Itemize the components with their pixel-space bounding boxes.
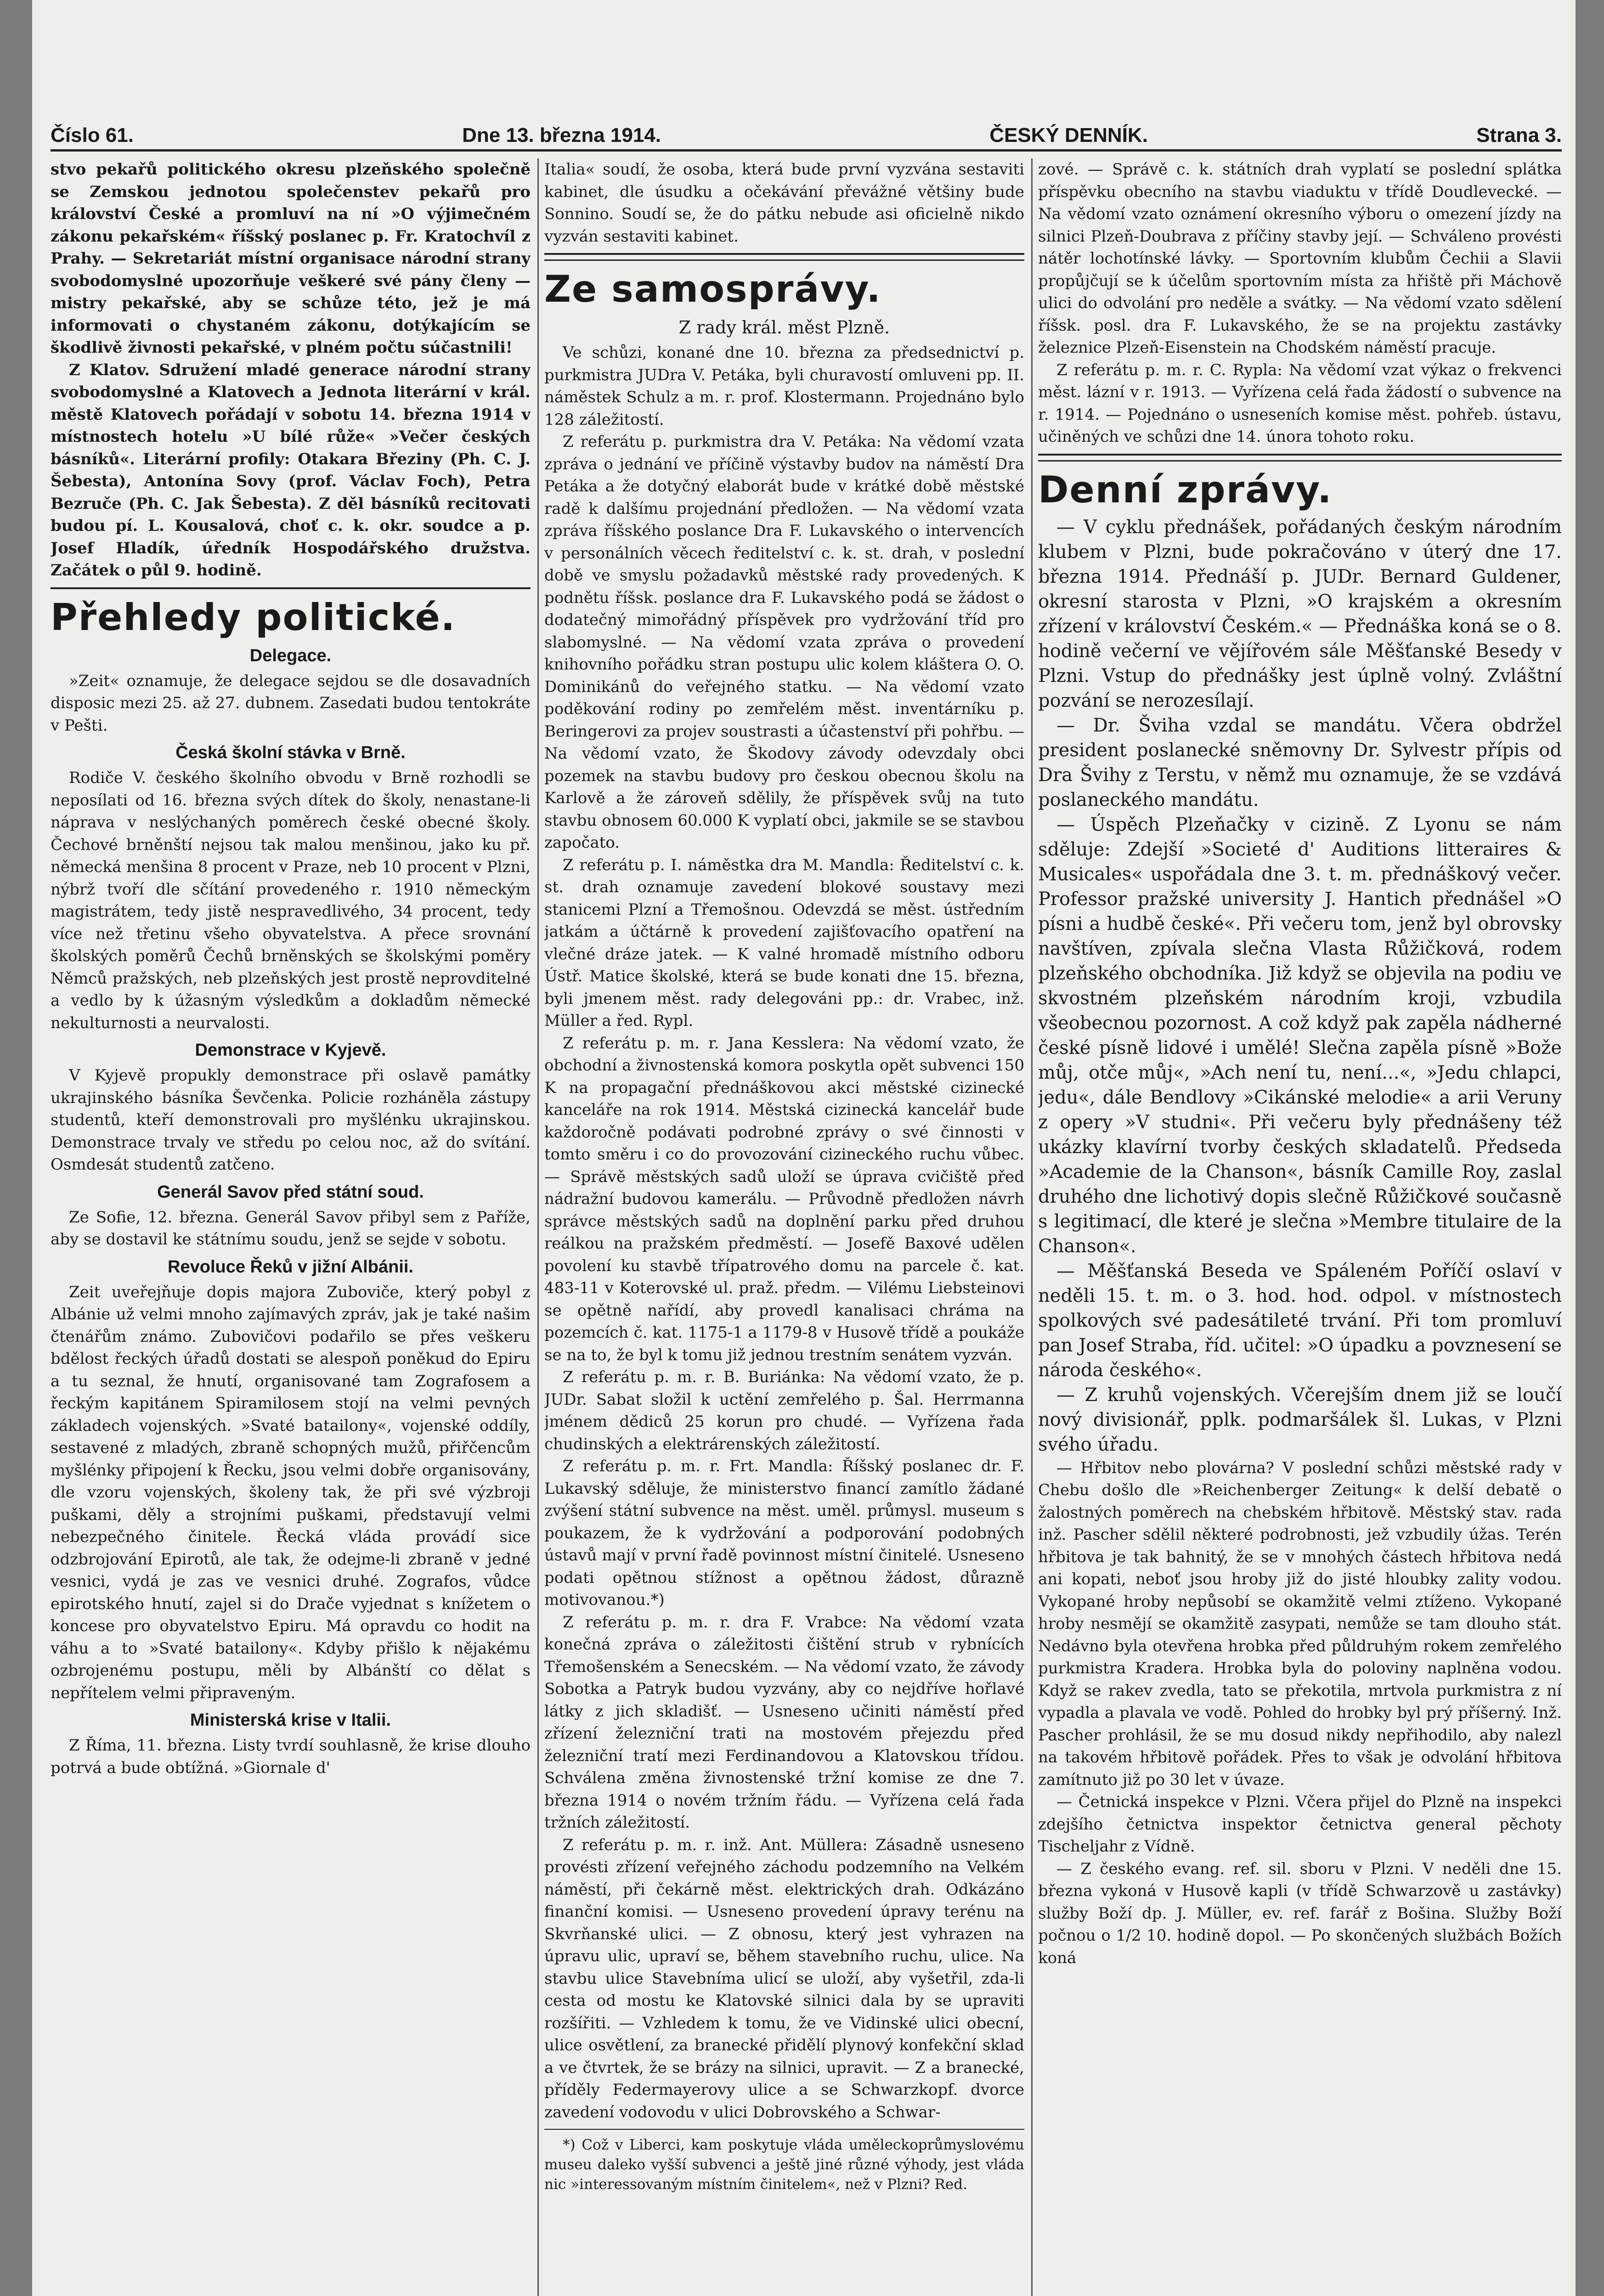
section-heading: Přehledy politické. [51, 596, 456, 639]
newspaper-page [32, 0, 1576, 2296]
article-paragraph: — Měšťanská Beseda ve Spáleném Poříčí oslaví v neděli 15. t. m. o 3. hod. hod. odpol. v místnostech spolkových své padesátileté trvání. Při tom promluví pan Josef Straba, říd. učitel: »O úpadku a povznesení se národa českého«. [1038, 1260, 1562, 1381]
article-paragraph: — V cyklu přednášek, pořádaných českým národním klubem v Plzni, bude pokračováno v úterý dne 17. března 1914. Přednáší p. JUDr. Bernard Guldener, okresní starosta v Plzni, »O krajském a okresním zřízení v království Českém.« — Přednáška koná se o 8. hodině večerní ve vějířovém sále Měšťanské Besedy v Plzni. Vstup do přednášky jest úplně volný. Zvláštní pozvání se nerozesílají. [1038, 516, 1562, 711]
article-text: Z Říma, 11. března. Listy tvrdí souhlasně, že krise dlouho potrvá a bude obtížná. »Giornale d' [51, 1736, 531, 1777]
column-1 [51, 158, 531, 2296]
article-title: Generál Savov před státní soud. [157, 1182, 424, 1202]
article-title: Z rady král. měst Plzně. [678, 317, 890, 338]
divider [1038, 454, 1562, 461]
article-text: Rodiče V. českého školního obvodu v Brně rozhodli se neposílati od 16. března svých dítek do školy, nenastane-li náprava v neslýchaných poměrech české obecné školy. Čechové brněnští nejsou tak malou menšinou, jako ku př. německá menšina 8 procent v Praze, neb 10 procent v Plzni, nýbrž tvoří dle sčítání provedeného r. 1910 německým magistrátem, tedy jistě nespravedlivého, 34 procent, tedy více než třetinu všeho obyvatelstva. A přece srovnání školských poměrů Čechů brněnských se školskými poměry Němců pražských, neb plzeňských jest prostě neprovditelné a vedlo by k úžasným výsledkům a dokladům německé nekulturnosti a neurvalosti. [51, 769, 531, 1032]
article-title: Revoluce Řeků v jižní Albánii. [168, 1257, 413, 1277]
section-heading: Denní zprávy. [1038, 468, 1333, 511]
article-paragraph: — Úspěch Plzeňačky v cizině. Z Lyonu se nám sděluje: Zdejší »Societé d' Auditions litteraires & Musicales« uspořádala dne 3. t. m. přednáškový večer. Professor pražské university J. Hantich přednášel »O písni a hudbě české«. Při večeru tom, jenž byl obrovsky navštíven, zpívala slečna Vlasta Růžičková, rodem plzeňského obchodníka. Již když se objevila na podiu ve skvostném plzeňském národním kroji, vzbudila všeobecnou pozornost. A což když pak zapěla nádherné české písně lidové i umělé! Slečna zapěla písně »Bože můj, otče můj«, »Ach není tu, není...«, »Jedu chlapci, jedu«, dále Bendlovy »Cikánské melodie« a arii Veruny z opery »V studni«. Při večeru byly přednášeny též ukázky klavírní tvorby českých skladatelů. Předseda »Academie de la Chanson«, básník Camille Roy, zaslal druhého dne lichotivý dopis slečně Růžičkové současně s legitimací, dle které je slečna »Membre titulaire de la Chanson«. [1038, 814, 1562, 1257]
page-header [51, 122, 1562, 152]
article-paragraph: Z referátu p. m. r. B. Buriánka: Na vědomí vzato, že p. JUDr. Sabat složil k uctění zemřelého p. Šal. Herrmanna jménem dědiců 25 korun pro chudé. — Vyřízena řada chudinských a elektrárenských záležitostí. [544, 1368, 1024, 1453]
article-paragraph: — Dr. Šviha vzdal se mandátu. Včera obdržel president poslanecké sněmovny Dr. Sylvestr přípis od Dra Švihy z Terstu, v němž mu oznamuje, že se vzdává poslaneckého mandátu. [1038, 715, 1562, 810]
article-paragraph: Z referátu p. I. náměstka dra M. Mandla: Ředitelství c. k. st. drah oznamuje zavedení blokové soustavy mezi stanicemi Plzní a Třemošnou. Odevzdá se měst. ústředním jatkám a účtárně k provedení zajišťovacího opatření na vlečné dráze jatek. — K valné hromadě místního odboru Ústř. Matice školské, která se bude konati dne 15. března, byli jmenem měst. rady delegováni pp.: dr. Vrabec, inž. Müller a řed. Rypl. [544, 855, 1024, 1030]
article-text: Zeit uveřejňuje dopis majora Zuboviče, který pobyl z Albánie už velmi mnoho zajímavých zpráv, jak je také našim čtenářům známo. Zubovičovi podařilo se přes veškeru bdělost řeckých úřadů dostati se alespoň poněkud do Epiru a tu seznal, že hnutí, organisované tam Zografosem a řeckým kapitánem Spiramilosem stojí na velmi pevných základech vojenských. »Svaté batailony«, vojenské oddíly, sestavené z mladých, zbraně schopných mužů, přiřčencům myšlénky připojení k Řecku, jsou velmi dobře organisovány, dle vzoru vojenských, školeny tak, že při své výzbroji puškami, děly a strojními puškami, představují velmi nebezpečného činitele. Řecká vláda provádí sice odzbrojování Epirotů, ale tak, že odejme-li zbraně v jedné vesnici, vydá je zas ve vesnici druhé. Zografos, vůdce epirotského hnutí, zajel si do Drače vyjednat s knížetem o koncese pro obyvatelstvo Epiru. Má opravdu co hodit na váhu a to »Svaté batailony«. Kdyby přišlo k nějakému ozbrojenému postupu, měli by Albánští co dělat s nepřítelem velmi připraveným. [51, 1283, 531, 1702]
article-title: Delegace. [249, 646, 332, 665]
article-paragraph: Z referátu p. m. r. C. Rypla: Na vědomí vzat výkaz o frekvenci měst. lázní v r. 1913. — Vyřízena celá řada žádostí o subvence na r. 1914. — Pojednáno o usneseních komise měst. pohřeb. ústavu, učiněných ve schůzi dne 14. února tohoto roku. [1038, 360, 1562, 446]
article-paragraph: Italia« soudí, že osoba, která bude první vyzvána sestaviti kabinet, dle úsudku a očekávání převážné většiny bude Sonnino. Soudí se, že do pátku nebude asi oficielně nikdo vyzván sestaviti kabinet. [544, 160, 1024, 246]
article-title: Česká školní stávka v Brně. [175, 743, 406, 762]
article-paragraph: Ve schůzi, konané dne 10. března za předsednictví p. purkmistra JUDra V. Petáka, byli churavostí omluveni pp. II. náměstek Schulz a m. r. prof. Klostermann. Projednáno bylo 128 záležitostí. [544, 343, 1024, 429]
article-paragraph: Z referátu p. m. r. dra F. Vrabce: Na vědomí vzata konečná zpráva o záležitosti čištění strub v rybnících Třemošenském a Senecském. — Na vědomí vzato, že závody Sobotka a Patryk budou vyzvány, aby co nejdříve hořlavé látky z jich skladišť. — Usneseno učiniti náměstí před zřízení železniční trati na mostovém přejezdu před železniční tratí mezi Ferdinandovou a Klatovskou třídou. Schválena změna živnostenské tržní komise ze dne 7. března 1914 o novém tržním řádu. — Vyřízena celá řada tržních záležitostí. [544, 1613, 1024, 1832]
article-title: Ministerská krise v Italii. [190, 1711, 391, 1730]
article-paragraph: Z Klatov. Sdružení mladé generace národní strany svobodomyslné a Klatovech a Jednota literární v král. městě Klatovech pořádají v sobotu 14. března 1914 v místnostech hotelu »U bílé růže« »Večer českých básníků«. Literární profily: Otakara Březiny (Ph. C. J. Šebesta), Antonína Sovy (prof. Václav Foch), Petra Bezruče (Ph. C. Jak Šebesta). Z děl básníků recitovati budou pí. L. Kousalová, choť c. k. okr. soudce a p. Josef Hladík, úředník Hospodářského družstva. Začátek o půl 9. hodině. [51, 360, 531, 580]
footnote: *) Což v Liberci, kam poskytuje vláda uměleckoprůmyslovému museu daleko vyšší subvenci a ještě jiné různé výhody, jest vláda nic »interessovaným místním činitelem«, než v Plzni? Red. [544, 2137, 1024, 2193]
article-text: Ze Sofie, 12. března. Generál Savov přibyl sem z Paříže, aby se dostavil ke státnímu soudu, jenž se sejde v sobotu. [51, 1208, 531, 1249]
article-paragraph: — Z českého evang. ref. sil. sboru v Plzni. V neděli dne 15. března vykoná v Husově kapli (v třídě Schwarzově u zastávky) služby Boží dp. J. Müller, ev. ref. farář z Bošina. Služby Boží počnou o 1/2 10. hodině dopol. — Po skončených službách Božích koná [1038, 1859, 1562, 1967]
masthead-title: ČESKÝ DENNÍK. [989, 124, 1148, 146]
article-paragraph: stvo pekařů politického okresu plzeňského společně se Zemskou jednotou společenstev pekařů pro království České a promluví na ní »O výjimečném zákonu pekařském« říšský poslanec p. Fr. Kratochvíl z Prahy. — Sekretariát místní organisace národní strany svobodomyslné upozorňuje veškeré své pány členy — mistry pekařské, aby se schůze této, jež je má informovati o chystaném zákonu, dotýkajícím se škodlivě živnosti pekařské, v plném počtu súčastnili! [51, 160, 531, 357]
issue-date: Dne 13. března 1914. [462, 124, 661, 146]
article-paragraph: zové. — Správě c. k. státních drah vyplatí se poslední splátka příspěvku obecního na stavbu viaduktu v třídě Doudlevecké. — Na vědomí vzato oznámení okresního výboru o omezení jízdy na silnici Plzeň-Doubrava z příčiny stavby její. — Schváleno provésti nátěr lochotínské lávky. — Sportovním klubům Čechii a Slavii propůjčují se k účelům sportovním místa za hřiště při Máchově ulici do odvolání pro neděle a svátky. — Na vědomí vzato sdělení říšsk. posl. dra F. Lukavského, že se na projektu zastávky železnice Plzeň-Eisenstein na Chodském náměstí pracuje. [1038, 160, 1562, 357]
article-paragraph: — Z kruhů vojenských. Včerejším dnem již se loučí nový divisionář, pplk. podmaršálek šl. Lukas, v Plzni svého úřadu. [1038, 1384, 1562, 1455]
article-text: V Kyjevě propukly demonstrace při oslavě památky ukrajinského básníka Ševčenka. Policie rozháněla zástupy studentů, kteří demonstrovali pro myšlénku ukrajinskou. Demonstrace trvaly ve středu po celou noc, až do svítání. Osmdesát studentů zatčeno. [51, 1066, 531, 1174]
section-heading: Ze samosprávy. [544, 268, 881, 310]
divider [544, 2129, 1024, 2130]
column-divider [1031, 158, 1033, 2296]
divider [544, 253, 1024, 261]
column-3 [1038, 158, 1562, 2296]
page-number: Strana 3. [1476, 124, 1562, 146]
column-divider [537, 158, 539, 2296]
article-paragraph: Z referátu p. purkmistra dra V. Petáka: Na vědomí vzata zpráva o jednání ve příčině výstavby budov na náměstí Dra Petáka a že dotyčný elaborát bude v krátké době městské radě k dalšímu projednání předložen. — Na vědomí vzata zpráva říšského poslance Dra F. Lukavského o intervencích v personálních věcech ředitelství c. k. st. drah, v poslední době ve smyslu požadavků městské rady provedených. K podnětu říšsk. poslance dra F. Lukavského podá se žádost o dodatečný mimořádný příspěvek pro vydržování tříd pro slabomyslné. — Na vědomí vzata zpráva o provedení knihovního pořádku stran postupu ulic kolem kláštera O. O. Dominikánů do veřejného statku. — Na vědomí vzato poděkování rodiny po zemřelém měst. inventárníku p. Beringerovi za projev soustrasti a účastenství při pohřbu. — Na vědomí vzato, že Škodovy závody odevzdaly obci pozemek na stavbu budovy pro českou obecnou školu na Karlově a že zároveň sdělily, že příspěvek svůj na tuto stavbu obnosem 60.000 K vyplatí obci, jakmile se se stavbou započato. [544, 433, 1024, 852]
divider [51, 587, 531, 589]
article-title: Demonstrace v Kyjevě. [195, 1041, 386, 1060]
article-paragraph: Z referátu p. m. r. Frt. Mandla: Říšský poslanec dr. F. Lukavský sděluje, že ministerstvo financí zamítlo žádané zvýšení státní subvence na měst. uměl. průmysl. museum s poukazem, že k vydržování a podporování podobných ústavů mají v první řadě povinnost místní činitelé. Usneseno podati opětnou stížnost a opětnou žádost, důrazně motivovanou.*) [544, 1457, 1024, 1609]
article-paragraph: — Hřbitov nebo plovárna? V poslední schůzi městské rady v Chebu došlo dle »Reichenberger Zeitung« k delší debatě o žalostných poměrech na chebském hřbitově. Městský stav. rada inž. Pascher sdělil některé podrobnosti, jež vzbudily úžas. Terén hřbitova je tak bahnitý, že se v mnohých částech hřbitova nedá ani kopati, neboť jsou hroby již do jisté hloubky zality vodou. Vykopané hroby nepůsobí se okamžitě velmi ztíženo. Vykopané hroby nesmějí se okamžitě zasypati, nemůže se tam dlouho stát. Nedávno byla otevřena hrobka před půldruhým rokem zemřelého purkmistra Kradera. Hrobka byla do poloviny naplněna vodou. Když se rakev zvedla, tato se překotila, mrtvola purkmistra z ní vypadla a plavala ve vodě. Pohled do hrobky byl prý příšerný. Inž. Pascher prohlásil, že se mu dosud nikdy nepřihodilo, aby nalezl na takovém hřbitově pořádek. Přes to však je odvolání hřbitova zamítnuto již po 30 let v úvaze. [1038, 1458, 1562, 1789]
issue-number: Číslo 61. [51, 124, 134, 146]
article-paragraph: Z referátu p. m. r. Jana Kesslera: Na vědomí vzato, že obchodní a živnostenská komora poskytla opět subvenci 150 K na propagační přednáškovou akci městské cizinecké kanceláře na rok 1914. Městská cizinecká kancelář bude každoročně podávati podrobné zprávy o své činnosti v tomto směru i co do provozování cizineckého ruchu vůbec. — Správě městských sadů uloží se úprava cvičiště před nádražní budovou kamerálu. — Průvodně předložen návrh správce městských sadů na doplnění parku před druhou reálkou na pražském předměstí. — Josefě Baxové udělen povolení ku stavbě třípatrového domu na parcele č. kat. 483-11 v Koterovské ul. praž. předm. — Vilému Liebsteinovi se opětně nařídí, aby provedl kanalisaci chráma na pozemcích č. kat. 1175-1 a 1179-8 v Husově třídě a poukáže se na to, že byl k tomu již jednou trestním senátem vyzván. [544, 1034, 1024, 1364]
article-paragraph: — Četnická inspekce v Plzni. Včera přijel do Plzně na inspekci zdejšího četnictva inspektor četnictva general pěchoty Tischeljahr z Vídně. [1038, 1793, 1562, 1856]
column-2 [544, 158, 1024, 2296]
article-text: »Zeit« oznamuje, že delegace sejdou se dle dosavadních disposic mezi 25. až 27. dubnem. Zasedati budou tentokráte v Pešti. [51, 671, 531, 735]
article-paragraph: Z referátu p. m. r. inž. Ant. Müllera: Zásadně usneseno provésti zřízení veřejného záchodu podzemního na Velkém náměstí, při čekárně měst. elektrických drah. Odkázáno finanční komisi. — Usneseno provedení úpravy terénu na Skvrňanské ulici. — Z obnosu, který jest vyhrazen na úpravu ulic, upraví se, během stavebního ruchu, ulice. Na stavbu ulice Stavebníma ulicí se uloží, aby vyšetřil, zda-li cesta od mostu ke Klatovské silnici dala by se upraviti rozšířiti. — Vzhledem k tomu, že ve Vidinské ulici obecní, ulice osvětlení, za branecké přidělí plynový konfekční sklad a ve čtvrtek, že se brázy na silnici, upravit. — Z a branecké, příděly Federmayerovy ulice a se Schwarzkopf. dvorce zavedení vodovodu v ulici Dobrovského a Schwar- [544, 1835, 1024, 2122]
